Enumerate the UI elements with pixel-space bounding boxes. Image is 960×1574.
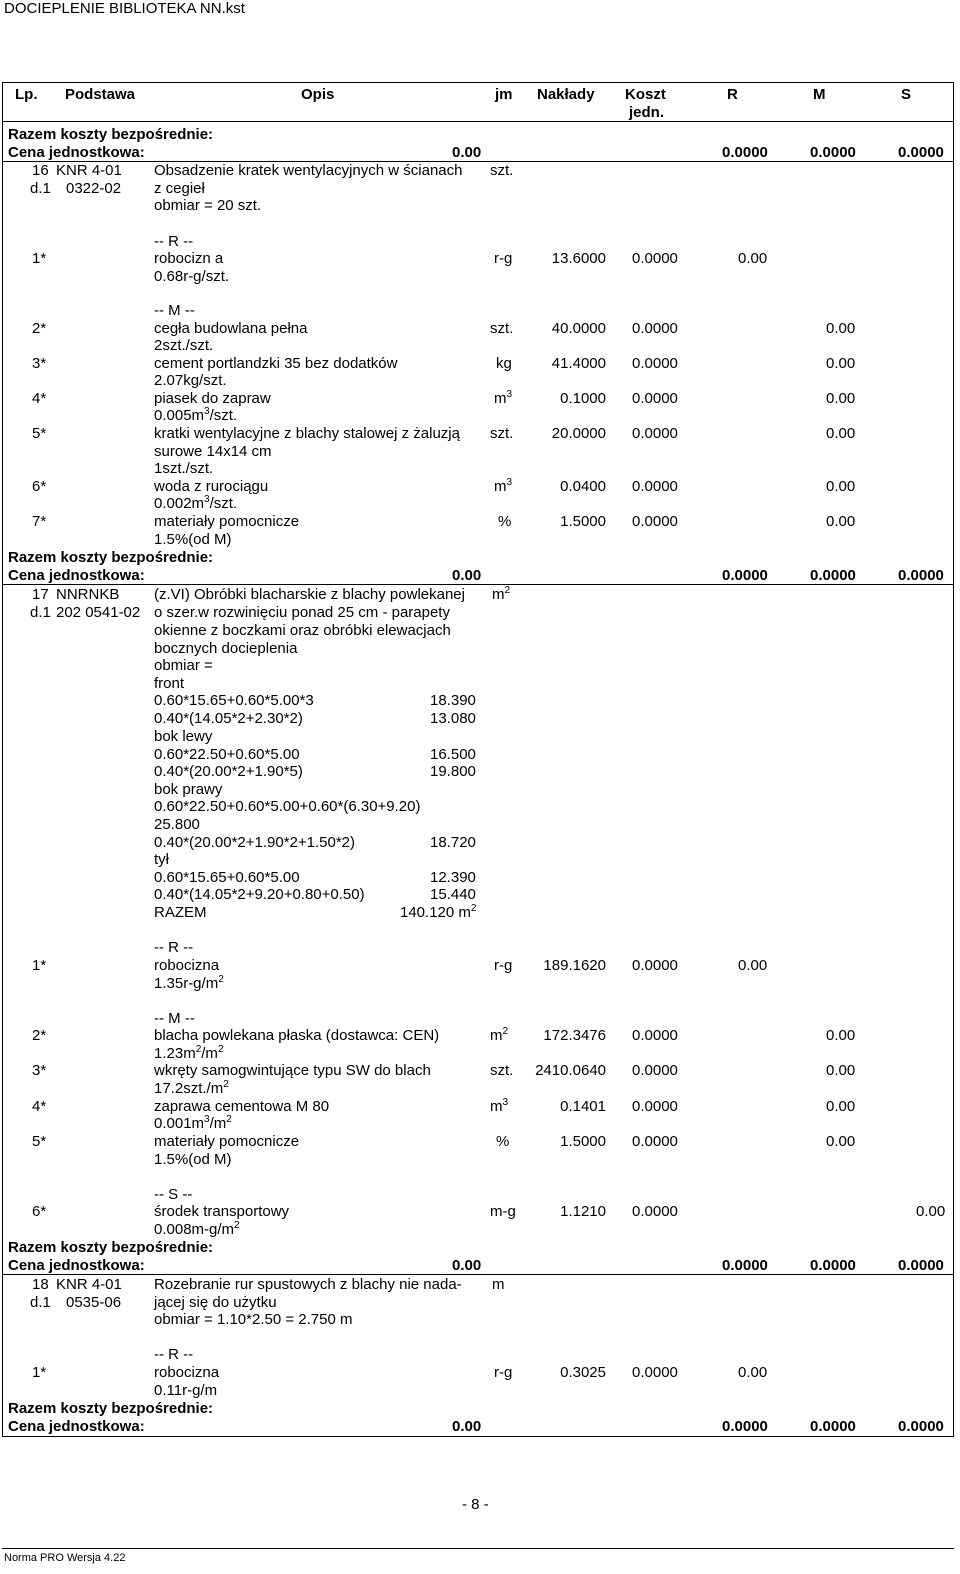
row-unit: $m^3$ — [490, 1097, 509, 1115]
row-lp: 4* — [32, 1098, 47, 1115]
description: o szer.w rozwinięciu ponad 25 cm - parapety — [154, 604, 450, 621]
footer-text: Norma PRO Wersja 4.22 — [4, 1552, 126, 1564]
col-opis: Opis — [301, 86, 335, 103]
row-amount: 1.1210 — [560, 1203, 606, 1220]
row-norm: $0.008m-g/m^2$ — [154, 1220, 240, 1238]
row-value: 0.00 — [826, 478, 856, 495]
row-amount: 1.5000 — [560, 1133, 606, 1150]
row-lp: 5* — [32, 1133, 47, 1150]
s-total: 0.0000 — [898, 1257, 944, 1274]
cena-label: Cena jednostkowa: — [8, 1418, 145, 1435]
row-name: środek transportowy — [154, 1203, 290, 1220]
basis-code: KNR 4-01 — [56, 1276, 122, 1293]
row-name: cegła budowlana pełna — [154, 320, 308, 337]
row-amount: 0.1000 — [560, 390, 606, 407]
s-total: 0.0000 — [898, 567, 944, 584]
section-s-head: -- S -- — [154, 1186, 193, 1203]
section-m-head: -- M -- — [154, 1010, 195, 1027]
cena-label: Cena jednostkowa: — [8, 567, 145, 584]
row-amount: 0.1401 — [560, 1098, 606, 1115]
table-border-left — [2, 122, 3, 1436]
row-norm: 1szt./szt. — [154, 460, 214, 477]
row-unit: r-g — [494, 957, 513, 974]
row-norm: 2.07kg/szt. — [154, 372, 227, 389]
basis-code-2: 202 0541-02 — [56, 604, 141, 621]
calc-text: 0.60*22.50+0.60*5.00+0.60*(6.30+9.20) — [154, 798, 421, 815]
divider — [2, 1274, 954, 1275]
calc-text: 25.800 — [154, 816, 200, 833]
row-cost: 0.0000 — [632, 1027, 678, 1044]
row-cost: 0.0000 — [632, 1203, 678, 1220]
quantity: obmiar = 1.10*2.50 = 2.750 m — [154, 1311, 353, 1328]
cena-value: 0.00 — [452, 567, 482, 584]
row-cost: 0.0000 — [632, 1364, 678, 1381]
row-cost: 0.0000 — [632, 1062, 678, 1079]
m-total: 0.0000 — [810, 144, 856, 161]
row-cost: 0.0000 — [632, 320, 678, 337]
row-lp: 1* — [32, 957, 47, 974]
row-amount: 172.3476 — [543, 1027, 606, 1044]
row-cost: 0.0000 — [632, 425, 678, 442]
row-value: 0.00 — [826, 513, 856, 530]
description-2: jącej się do użytku — [154, 1294, 277, 1311]
basis-code-2: 0535-06 — [66, 1294, 122, 1311]
row-name: robocizn a — [154, 250, 224, 267]
position-number: 17 — [32, 586, 49, 603]
calc-text: RAZEM — [154, 904, 207, 921]
row-amount: 1.5000 — [560, 513, 606, 530]
description-2: z cegieł — [154, 180, 205, 197]
calc-text: front — [154, 675, 185, 692]
calc-value: 19.800 — [430, 763, 476, 780]
row-value: 0.00 — [826, 1027, 856, 1044]
description: Rozebranie rur spustowych z blachy nie nada- — [154, 1276, 462, 1293]
r-total: 0.0000 — [722, 567, 768, 584]
r-total: 0.0000 — [722, 1418, 768, 1435]
calc-text: tył — [154, 851, 169, 868]
row-unit: $m^3$ — [494, 389, 513, 407]
m-total: 0.0000 — [810, 1418, 856, 1435]
divider — [2, 584, 954, 585]
description: bocznych docieplenia — [154, 640, 298, 657]
calc-value: 140.120 $m^2$ — [400, 903, 477, 921]
document-title: DOCIEPLENIE BIBLIOTEKA NN.kst — [4, 0, 245, 17]
position-sub: d.1 — [30, 180, 51, 197]
razem-label: Razem koszty bezpośrednie: — [8, 126, 214, 143]
calc-text: 0.40*(20.00*2+1.90*2+1.50*2) — [154, 834, 356, 851]
row-unit: $m^3$ — [494, 477, 513, 495]
row-amount: 189.1620 — [543, 957, 606, 974]
col-m: M — [813, 86, 826, 103]
position-sub: d.1 — [30, 1294, 51, 1311]
description: (z.VI) Obróbki blacharskie z blachy powlekanej — [154, 586, 465, 603]
unit: $m^2$ — [492, 585, 511, 603]
row-name: kratki wentylacyjne z blachy stalowej z żaluzją — [154, 425, 460, 442]
row-lp: 5* — [32, 425, 47, 442]
section-r-head: -- R -- — [154, 939, 194, 956]
calc-value: 12.390 — [430, 869, 476, 886]
position-number: 16 — [32, 162, 49, 179]
row-lp: 6* — [32, 1203, 47, 1220]
col-koszt: Koszt — [625, 86, 666, 103]
row-norm: 2szt./szt. — [154, 337, 214, 354]
m-total: 0.0000 — [810, 1257, 856, 1274]
row-cost: 0.0000 — [632, 355, 678, 372]
row-value: 0.00 — [826, 1133, 856, 1150]
unit: m — [492, 1276, 505, 1293]
row-lp: 7* — [32, 513, 47, 530]
divider — [2, 161, 954, 162]
row-value: 0.00 — [738, 1364, 768, 1381]
calc-text: 0.60*22.50+0.60*5.00 — [154, 746, 300, 763]
row-value: 0.00 — [916, 1203, 946, 1220]
calc-value: 15.440 — [430, 886, 476, 903]
description: okienne z boczkami oraz obróbki elewacjach — [154, 622, 451, 639]
position-sub: d.1 — [30, 604, 51, 621]
section-r-head: -- R -- — [154, 1346, 194, 1363]
row-norm: $17.2szt./m^2$ — [154, 1079, 229, 1097]
razem-label: Razem koszty bezpośrednie: — [8, 1239, 214, 1256]
description: Obsadzenie kratek wentylacyjnych w ścianach — [154, 162, 463, 179]
footer-divider — [2, 1548, 954, 1549]
s-total: 0.0000 — [898, 1418, 944, 1435]
row-value: 0.00 — [826, 1098, 856, 1115]
cena-value: 0.00 — [452, 1257, 482, 1274]
row-unit: $m^2$ — [490, 1026, 509, 1044]
quantity: obmiar = 20 szt. — [154, 197, 262, 214]
row-name: cement portlandzki 35 bez dodatków — [154, 355, 398, 372]
cena-label: Cena jednostkowa: — [8, 1257, 145, 1274]
row-unit: % — [496, 1133, 510, 1150]
col-naklady: Nakłady — [537, 86, 595, 103]
calc-text: bok lewy — [154, 728, 213, 745]
row-norm: 1.5%(od M) — [154, 1151, 232, 1168]
row-cost: 0.0000 — [632, 1098, 678, 1115]
row-value: 0.00 — [738, 957, 768, 974]
col-lp: Lp. — [15, 86, 38, 103]
row-lp: 2* — [32, 320, 47, 337]
row-name: materiały pomocnicze — [154, 513, 300, 530]
row-unit: szt. — [490, 320, 514, 337]
row-lp: 1* — [32, 250, 47, 267]
page-number: - 8 - — [462, 1496, 489, 1513]
row-norm: $1.23m^2/m^2$ — [154, 1044, 224, 1062]
col-koszt-jedn: jedn. — [629, 104, 665, 121]
calc-text: 0.60*15.65+0.60*5.00 — [154, 869, 300, 886]
r-total: 0.0000 — [722, 1257, 768, 1274]
row-amount: 2410.0640 — [535, 1062, 606, 1079]
row-unit: r-g — [494, 250, 513, 267]
row-amount: 0.0400 — [560, 478, 606, 495]
row-amount: 20.0000 — [551, 425, 606, 442]
col-s: S — [901, 86, 912, 103]
table-header — [2, 82, 954, 122]
row-lp: 2* — [32, 1027, 47, 1044]
row-value: 0.00 — [826, 390, 856, 407]
row-lp: 3* — [32, 355, 47, 372]
calc-text: 0.40*(14.05*2+9.20+0.80+0.50) — [154, 886, 365, 903]
row-norm: 0.68r-g/szt. — [154, 268, 230, 285]
unit: szt. — [490, 162, 514, 179]
row-norm: $1.35r-g/m^2$ — [154, 974, 224, 992]
basis-code-2: 0322-02 — [66, 180, 122, 197]
cena-label: Cena jednostkowa: — [8, 144, 145, 161]
cena-value: 0.00 — [452, 144, 482, 161]
row-name: zaprawa cementowa M 80 — [154, 1098, 330, 1115]
row-cost: 0.0000 — [632, 1133, 678, 1150]
row-name: materiały pomocnicze — [154, 1133, 300, 1150]
calc-text: 0.40*(14.05*2+2.30*2) — [154, 710, 303, 727]
row-lp: 4* — [32, 390, 47, 407]
row-name-2: surowe 14x14 cm — [154, 443, 272, 460]
row-name: robocizna — [154, 1364, 220, 1381]
row-name: wkręty samogwintujące typu SW do blach — [154, 1062, 431, 1079]
row-cost: 0.0000 — [632, 957, 678, 974]
table-border-right — [953, 122, 954, 1436]
row-name: blacha powlekana płaska (dostawca: CEN) — [154, 1027, 440, 1044]
row-unit: r-g — [494, 1364, 513, 1381]
calc-text: bok prawy — [154, 781, 223, 798]
row-amount: 13.6000 — [551, 250, 606, 267]
row-amount: 41.4000 — [551, 355, 606, 372]
col-podstawa: Podstawa — [65, 86, 136, 103]
row-value: 0.00 — [826, 320, 856, 337]
row-norm: $0.001m^3/m^2$ — [154, 1114, 232, 1132]
r-total: 0.0000 — [722, 144, 768, 161]
row-unit: % — [498, 513, 512, 530]
row-cost: 0.0000 — [632, 513, 678, 530]
col-r: R — [727, 86, 738, 103]
row-lp: 3* — [32, 1062, 47, 1079]
row-norm: 1.5%(od M) — [154, 531, 232, 548]
row-norm: 0.11r-g/m — [154, 1382, 218, 1399]
razem-label: Razem koszty bezpośrednie: — [8, 1400, 214, 1417]
razem-label: Razem koszty bezpośrednie: — [8, 549, 214, 566]
row-value: 0.00 — [826, 1062, 856, 1079]
cena-value: 0.00 — [452, 1418, 482, 1435]
calc-value: 18.390 — [430, 692, 476, 709]
m-total: 0.0000 — [810, 567, 856, 584]
row-unit: szt. — [490, 425, 514, 442]
row-norm: $0.005m^3$/szt. — [154, 406, 238, 424]
row-name: piasek do zapraw — [154, 390, 271, 407]
row-lp: 6* — [32, 478, 47, 495]
position-number: 18 — [32, 1276, 49, 1293]
row-cost: 0.0000 — [632, 250, 678, 267]
row-cost: 0.0000 — [632, 478, 678, 495]
basis-code: NNRNKB — [56, 586, 120, 603]
row-amount: 40.0000 — [551, 320, 606, 337]
row-unit: szt. — [490, 1062, 514, 1079]
description: obmiar = — [154, 657, 213, 674]
row-cost: 0.0000 — [632, 390, 678, 407]
row-name: robocizna — [154, 957, 220, 974]
calc-value: 16.500 — [430, 746, 476, 763]
divider — [2, 1436, 954, 1437]
row-amount: 0.3025 — [560, 1364, 606, 1381]
section-m-head: -- M -- — [154, 302, 195, 319]
row-name: woda z rurociągu — [154, 478, 269, 495]
row-value: 0.00 — [826, 425, 856, 442]
calc-text: 0.60*15.65+0.60*5.00*3 — [154, 692, 314, 709]
calc-value: 13.080 — [430, 710, 476, 727]
calc-value: 18.720 — [430, 834, 476, 851]
col-jm: jm — [495, 86, 513, 103]
row-unit: m-g — [490, 1203, 516, 1220]
row-unit: kg — [496, 355, 512, 372]
basis-code: KNR 4-01 — [56, 162, 122, 179]
row-value: 0.00 — [826, 355, 856, 372]
row-lp: 1* — [32, 1364, 47, 1381]
s-total: 0.0000 — [898, 144, 944, 161]
section-r-head: -- R -- — [154, 233, 194, 250]
row-norm: $0.002m^3$/szt. — [154, 494, 238, 512]
row-value: 0.00 — [738, 250, 768, 267]
calc-text: 0.40*(20.00*2+1.90*5) — [154, 763, 303, 780]
